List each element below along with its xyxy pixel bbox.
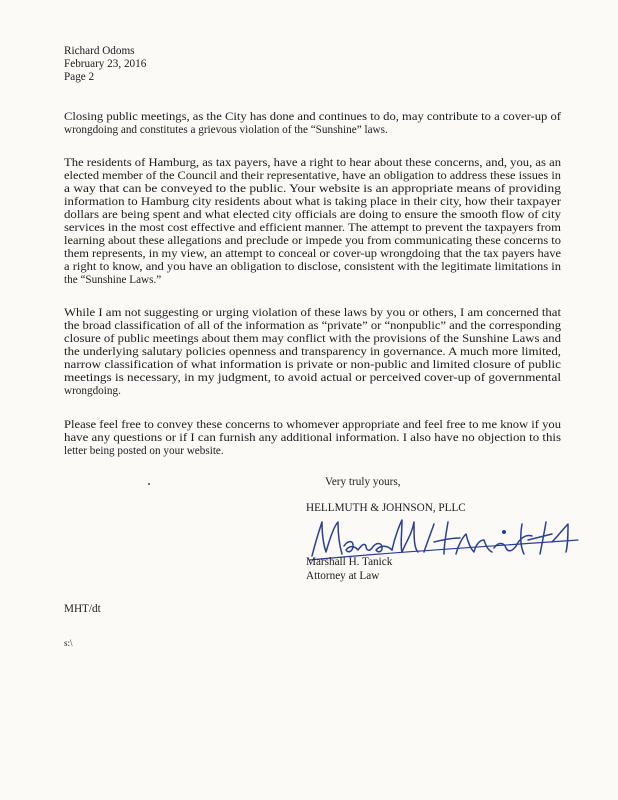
body-line: narrow classification of what information is private or non-public and limited closure of public xyxy=(64,359,561,371)
body-line: closure of public meetings about them may conflict with the provisions of the Sunshine Laws and xyxy=(64,333,561,345)
body-line: the broad classification of all of the information as “private” or “nonpublic” and the corresponding xyxy=(64,320,561,332)
file-path: s:\ xyxy=(64,638,73,648)
speck xyxy=(148,483,150,485)
firm-name: HELLMUTH & JOHNSON, PLLC xyxy=(306,502,466,514)
body-line: have any questions or if I can furnish any additional information. I also have no objection to this xyxy=(64,432,561,444)
body-line: meetings is necessary, in my judgment, to avoid actual or perceived cover-up of governmental xyxy=(64,372,561,384)
body-line: While I am not suggesting or urging violation of these laws by you or others, I am concerned that xyxy=(64,307,561,319)
body-line: Please feel free to convey these concerns to whomever appropriate and feel free to me know if you xyxy=(64,419,561,431)
signer-title: Attorney at Law xyxy=(306,570,380,582)
signer-name: Marshall H. Tanick xyxy=(306,556,393,568)
body-line: a right to know, and you have an obligation to disclose, consistent with the legitimate limitations in xyxy=(64,261,561,273)
body-line: services in the most cost effective and efficient manner. The attempt to prevent the taxpayers from xyxy=(64,222,561,234)
body-line: Closing public meetings, as the City has done and continues to do, may contribute to a cover-up of xyxy=(64,111,561,123)
letter-date: February 23, 2016 xyxy=(64,58,147,70)
body-line: them represents, in my view, an attempt to conceal or cover-up wrongdoing that the tax payers have xyxy=(64,248,561,260)
closing-salutation: Very truly yours, xyxy=(325,476,401,488)
body-line: elected member of the Council and their representative, have an obligation to address these issues in xyxy=(64,170,561,182)
body-line: letter being posted on your website. xyxy=(64,445,224,457)
body-line: learning about these allegations and preclude or impede you from communicating these concerns to xyxy=(64,235,561,247)
body-line: wrongdoing and constitutes a grievous violation of the “Sunshine” laws. xyxy=(64,124,388,136)
recipient-name: Richard Odoms xyxy=(64,45,135,57)
typist-initials: MHT/dt xyxy=(64,603,101,615)
body-line: a way that can be conveyed to the public. Your website is an appropriate means of providing xyxy=(64,183,561,195)
body-line: the “Sunshine Laws.” xyxy=(64,274,162,286)
body-line: The residents of Hamburg, as tax payers, have a right to hear about these concerns, and, you, as an xyxy=(64,157,561,169)
body-line: wrongdoing. xyxy=(64,385,121,397)
page-number: Page 2 xyxy=(64,71,95,83)
body-line: the underlying salutary policies openness and transparency in governance. A much more limited, xyxy=(64,346,561,358)
body-line: dollars are being spent and what elected city officials are doing to ensure the smooth flow of city xyxy=(64,209,561,221)
body-line: information to Hamburg city residents about what is taking place in their city, how their taxpayer xyxy=(64,196,561,208)
